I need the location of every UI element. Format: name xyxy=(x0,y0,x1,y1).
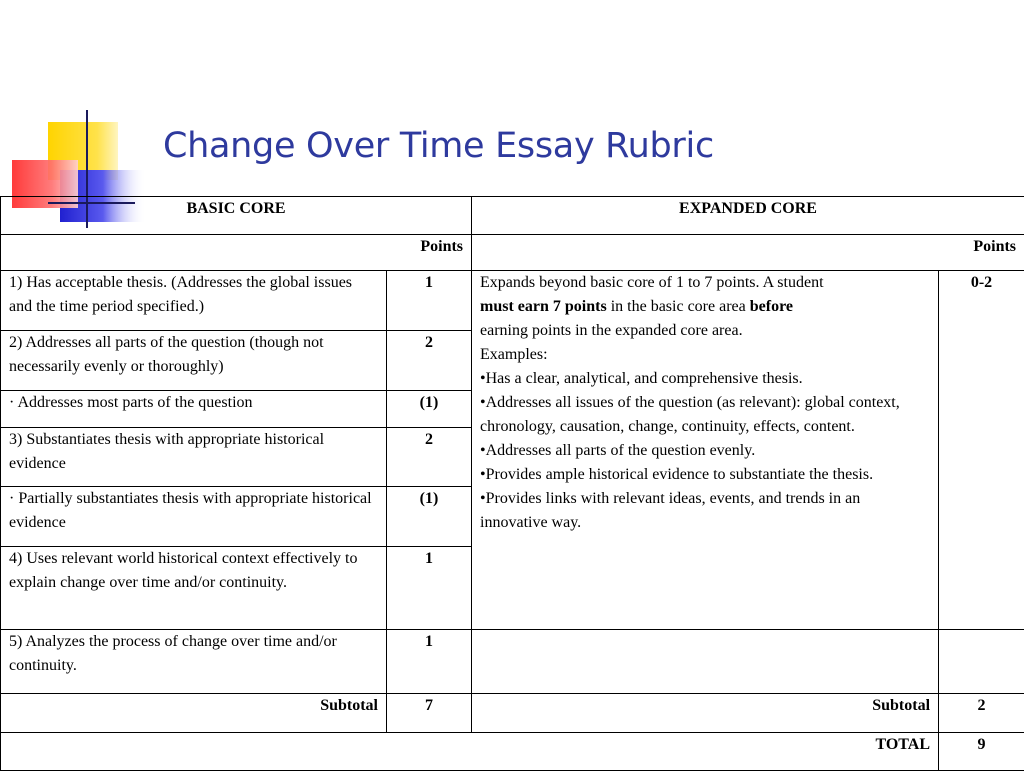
expanded-subtotal-value: 2 xyxy=(939,694,1024,733)
criterion-points: 1 xyxy=(387,630,472,694)
expanded-subtotal-label: Subtotal xyxy=(472,694,939,733)
criterion-text: 2) Addresses all parts of the question (though not necessarily evenly or thoroughly) xyxy=(1,331,387,391)
total-row xyxy=(1,733,1024,771)
expanded-bold-1: must earn 7 points xyxy=(480,298,607,315)
expanded-criteria xyxy=(472,271,939,630)
subtotal-row xyxy=(1,694,1024,733)
example-bullet: • Addresses all issues of the question (as relevant): global context, chronology, causation, change, continuity, effects, content. xyxy=(480,391,930,439)
criterion-text: 1) Has acceptable thesis. (Addresses the global issues and the time period specified.) xyxy=(1,271,387,331)
example-bullet: • Provides links with relevant ideas, events, and trends in an innovative way. xyxy=(480,487,930,535)
total-value: 9 xyxy=(939,733,1024,771)
empty-cell xyxy=(472,630,939,694)
page-title: Change Over Time Essay Rubric xyxy=(163,126,714,166)
expanded-bold-2: before xyxy=(750,298,793,315)
expanded-points-label: Points xyxy=(472,235,1024,271)
rubric-table xyxy=(0,196,1024,771)
header-row xyxy=(1,197,1024,235)
total-label: TOTAL xyxy=(1,733,939,771)
basic-points-label: Points xyxy=(1,235,472,271)
table-row xyxy=(1,271,1024,331)
expanded-intro-line-3: earning points in the expanded core area. xyxy=(480,319,930,343)
criterion-points: 2 xyxy=(387,428,472,487)
criterion-points: (1) xyxy=(387,487,472,547)
basic-subtotal-label: Subtotal xyxy=(1,694,387,733)
points-header-row xyxy=(1,235,1024,271)
criterion-points: 2 xyxy=(387,331,472,391)
expanded-intro-line-1: Expands beyond basic core of 1 to 7 points. A student xyxy=(480,271,930,295)
expanded-points: 0-2 xyxy=(939,271,1024,630)
criterion-points: 1 xyxy=(387,547,472,630)
criterion-text: · Partially substantiates thesis with appropriate historical evidence xyxy=(1,487,387,547)
expanded-intro-mid: in the basic core area xyxy=(607,298,750,315)
example-bullet: • Has a clear, analytical, and comprehensive thesis. xyxy=(480,367,930,391)
criterion-text: 3) Substantiates thesis with appropriate historical evidence xyxy=(1,428,387,487)
criterion-points: 1 xyxy=(387,271,472,331)
table-row xyxy=(1,630,1024,694)
empty-cell xyxy=(939,630,1024,694)
basic-core-header: BASIC CORE xyxy=(1,197,472,235)
criterion-text: 5) Analyzes the process of change over time and/or continuity. xyxy=(1,630,387,694)
criterion-text: 4) Uses relevant world historical context effectively to explain change over time and/or continuity. xyxy=(1,547,387,630)
criterion-text: · Addresses most parts of the question xyxy=(1,391,387,428)
expanded-intro-line-2 xyxy=(480,295,930,319)
example-bullet: • Addresses all parts of the question evenly. xyxy=(480,439,930,463)
criterion-points: (1) xyxy=(387,391,472,428)
expanded-core-header: EXPANDED CORE xyxy=(472,197,1024,235)
example-bullet: • Provides ample historical evidence to substantiate the thesis. xyxy=(480,463,930,487)
basic-subtotal-value: 7 xyxy=(387,694,472,733)
examples-label: Examples: xyxy=(480,343,930,367)
